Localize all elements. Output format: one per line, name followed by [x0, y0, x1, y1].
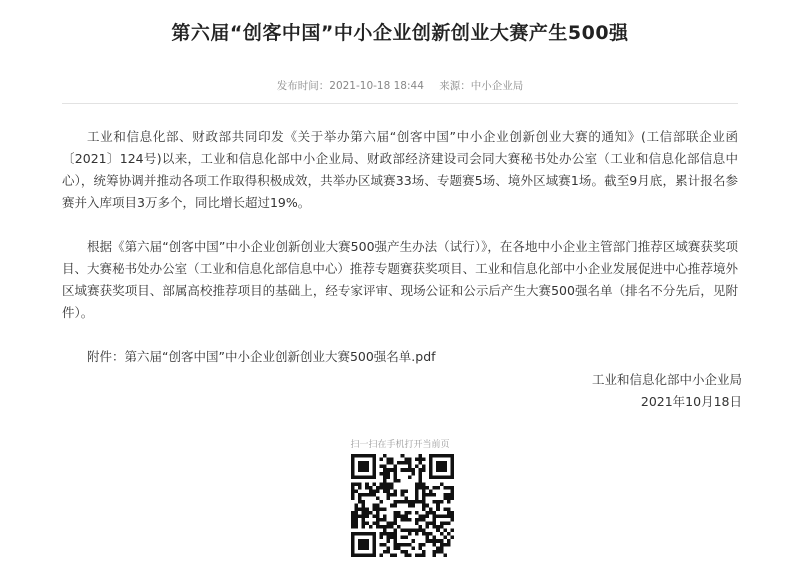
publish-time: 发布时间：2021-10-18 18:44 [276, 80, 424, 92]
qr-caption: 扫一扫在手机打开当前页 [350, 440, 450, 450]
signoff [592, 369, 742, 413]
signoff-date: 2021年10月18日 [640, 394, 742, 409]
source: 来源：中小企业局 [439, 80, 524, 92]
article-meta [0, 78, 800, 93]
signoff-org: 工业和信息化部中小企业局 [591, 372, 742, 387]
attachment-link[interactable]: 附件：第六届“创客中国”中小企业创新创业大赛500强名单.pdf [87, 349, 436, 364]
page-title: 第六届“创客中国”中小企业创新创业大赛产生500强 [171, 22, 629, 44]
article-body [62, 126, 738, 368]
paragraph-1: 工业和信息化部、财政部共同印发《关于举办第六届“创客中国”中小企业创新创业大赛的通知》(工信部联企业函〔2021〕124号)以来，工业和信息化部中小企业局、财政部经济建设司会同大赛秘书处办公室（工业和信息化部信息中心），统筹协调并推动各项工作取得积极成效，共举办区域赛33场、专题赛5场、境外区域赛1场。截至9月底，累计报名参赛并入库项目3万多个，同比增长超过19%。 [62, 129, 738, 210]
paragraph-2: 根据《第六届“创客中国”中小企业创新创业大赛500强产生办法（试行）》，在各地中小企业主管部门推荐区域赛获奖项目、大赛秘书处办公室（工业和信息化部信息中心）推荐专题赛获奖项目、工业和信息化部中小企业发展促进中心推荐境外区域赛获奖项目、部属高校推荐项目的基础上，经专家评审、现场公证和公示后产生大赛500强名单（排名不分先后，见附件）。 [62, 239, 738, 320]
qr-code-icon [351, 454, 454, 557]
divider [62, 103, 738, 104]
